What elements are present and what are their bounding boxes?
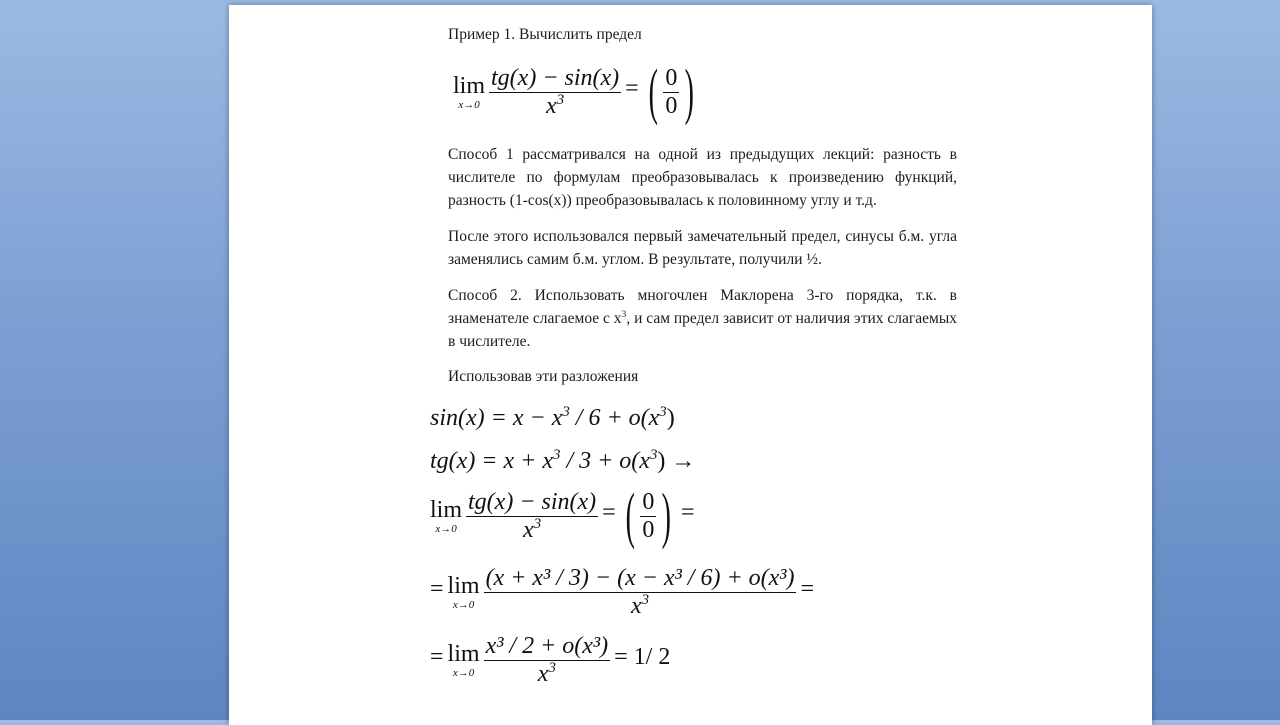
paragraph-method-2: Способ 2. Использовать многочлен Маклорена 3-го порядка, т.к. в знаменателе слагаемое с $x^3$, и сам предел зависит от наличия этих слагаемых в числителе. [448,287,957,350]
sin-expansion: $\sin(x) = x - x^3 / 6 + o(x^3)$ [430,404,675,431]
indeterminate-fraction: $\frac{0}{0}$ [642,488,655,543]
indeterminate-fraction: $\frac{0}{0}$ [665,64,678,119]
fraction: $\frac{tg(x) - \sin(x)}{x^3}$ [468,488,597,543]
lim-operator: lim x→0 [447,641,480,679]
fraction: $\frac{tg(x) - \sin(x)}{x^3}$ [491,64,620,119]
lim-operator: lim x→0 [453,72,486,111]
tg-expansion: $tg(x) = x + x^3 / 3 + o(x^3)$ → [430,447,696,474]
lim-operator: lim x→0 [447,573,480,611]
formula-limit-2: lim x→0 $\frac{tg(x) - \sin(x)}{x^3}$ = ( $\frac{0}{0}$ ) = [430,482,695,550]
fraction: $\frac{\text{x³ / 2 + o(x³)}}{x^3}$ [485,633,609,687]
formula-limit-1: lim x→0 $\frac{tg(x) - \sin(x)}{x^3}$ = ( $\frac{0}{0}$ ) [453,58,695,126]
paragraph-method-1: Способ 1 рассматривался на одной из предыдущих лекций: разность в числителе по формулам преобразовывалась к произведению функций, разность (1-cos(x)) преобразовывалась к половинному углу и т.д. [448,146,957,209]
example-title: Пример 1. Вычислить предел [448,26,642,43]
lim-operator: lim x→0 [430,496,463,535]
paragraph-expansions: Использовав эти разложения [448,368,639,385]
formula-limit-3: = lim x→0 $\frac{\text{(x + x³ / 3) − (x − x³ / 6) + o(x³)}}{x^3}$ = [430,565,815,619]
formula-limit-4: = lim x→0 $\frac{\text{x³ / 2 + o(x³)}}{x^3}$ = 1/ 2 [430,633,671,687]
paragraph-remarkable-limit: После этого использовался первый замечательный предел, синусы б.м. угла заменялись самим б.м. углом. В результате, получили ½. [448,228,957,268]
document-page [229,5,1152,725]
fraction: $\frac{\text{(x + x³ / 3) − (x − x³ / 6) + o(x³)}}{x^3}$ [485,565,795,619]
